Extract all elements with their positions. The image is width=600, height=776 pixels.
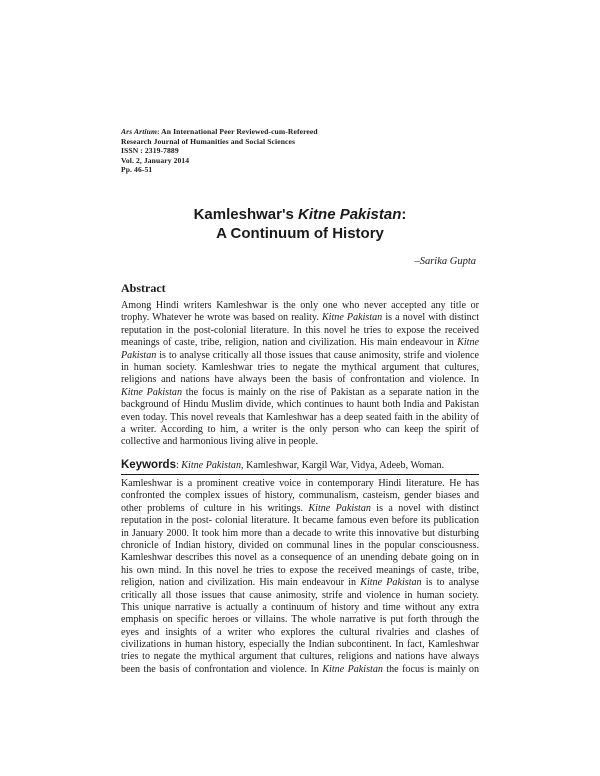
title-suffix: : xyxy=(401,206,407,223)
text-run: civilizations in human history, especially the Indian subcontinent. In fact, Kamleshwar xyxy=(121,639,479,651)
title-line-2: A Continuum of History xyxy=(216,225,384,242)
text-run: emphasis on specific heroes or villains. The whole narrative is put forth through the xyxy=(121,614,479,626)
text-run: the focus is mainly on xyxy=(382,663,480,675)
text-run: This unique narrative is actually a continuum of history and time without any extra xyxy=(121,601,479,613)
text-line xyxy=(121,478,479,490)
text-line xyxy=(121,399,479,411)
journal-volume: Vol. 2, January 2014 xyxy=(121,155,190,165)
journal-subtitle: : An International Peer Reviewed-cum-Refereed xyxy=(156,127,318,136)
italic-title-ref: Kitne Pakistan xyxy=(121,386,182,398)
text-run: is to analyse critically all those issues that cause animosity, strife and violence xyxy=(156,349,479,361)
text-run: in human society. Kamleshwar tries to negate the mythical argument that cultures, xyxy=(121,361,479,373)
text-run: reputation in the post- colonial literature. It became famous even before its publication xyxy=(121,515,479,527)
text-run: confronted the complex issues of history, communalism, casteism, gender biases and xyxy=(121,490,479,502)
journal-info xyxy=(121,127,318,175)
journal-description: Research Journal of Humanities and Social Sciences xyxy=(121,136,296,146)
text-line xyxy=(121,577,479,589)
text-run: meanings of caste, tribe, religion, nation and civilization. His main endeavour in xyxy=(121,337,458,349)
text-run: Kamleshwar is a prominent creative voice in contemporary Hindi literature. He has xyxy=(121,478,479,489)
text-line xyxy=(121,337,479,349)
text-run: other problems of culture in his writings. xyxy=(121,502,309,514)
text-line xyxy=(121,540,479,552)
text-run: reputation in the post-colonial literature. In this novel he tries to expose the received xyxy=(121,324,479,336)
text-run: is a novel with distinct xyxy=(370,502,479,514)
text-line xyxy=(121,436,479,448)
text-line xyxy=(121,350,479,362)
keyword-novel: Kitne Pakistan xyxy=(181,460,242,471)
text-run: collective and harmonious living alive in people. xyxy=(121,436,319,448)
journal-name-line xyxy=(121,127,318,137)
text-run: Kamleshwar describes this novel as a consequence of an unending debate going on in xyxy=(121,552,479,564)
text-run: his own mind. In this novel he tries to expose the received meanings of caste, tribe, xyxy=(121,564,479,576)
text-run: religions and nations have always been the basis of confrontation and violence. In xyxy=(121,374,479,386)
author-name: –Sarika Gupta xyxy=(414,256,476,267)
text-run: religion, nation and civilization. His main endeavour in xyxy=(121,577,361,589)
text-line xyxy=(121,590,479,602)
title-novel-name: Kitne Pakistan xyxy=(298,206,402,223)
text-line xyxy=(121,424,479,436)
abstract-paragraph xyxy=(121,300,479,449)
text-run: the focus is mainly on the rise of Pakistan as a separate nation in the xyxy=(182,386,479,398)
text-line xyxy=(121,300,479,312)
text-line xyxy=(121,362,479,374)
text-run: is to analyse xyxy=(421,577,479,589)
text-line xyxy=(121,325,479,337)
keywords-line xyxy=(121,459,479,471)
title-prefix: Kamleshwar's xyxy=(193,206,299,223)
text-line xyxy=(121,552,479,564)
text-run: trophy. Whatever he wrote was based on reality. xyxy=(121,312,322,324)
text-run: been the basis of confrontation and violence. In xyxy=(121,663,323,675)
text-line xyxy=(121,412,479,424)
text-run: critically all those issues that cause animosity, strife and violence in human society. xyxy=(121,589,479,601)
keywords-colon: : xyxy=(175,460,182,471)
text-line xyxy=(121,312,479,324)
italic-title-ref: Kitne xyxy=(457,337,479,349)
journal-pages: Pp. 46-51 xyxy=(121,165,153,175)
italic-title-ref: Kitne Pakistan xyxy=(321,312,383,324)
text-run: a writer. According to him, a writer is the only person who can keep the spirit of xyxy=(121,423,479,435)
journal-name: Ars Artium xyxy=(121,127,157,136)
text-line xyxy=(121,664,479,676)
italic-title-ref: Pakistan xyxy=(121,349,157,361)
text-run: is a novel with distinct xyxy=(382,312,479,324)
text-run: in January 2000. It took him more than a decade to write this innovative but disturbing xyxy=(121,527,479,539)
keywords-label: Keywords xyxy=(121,459,176,471)
paper-title xyxy=(0,205,600,243)
abstract-heading: Abstract xyxy=(121,281,166,295)
text-line xyxy=(121,602,479,614)
text-line xyxy=(121,614,479,626)
text-run: eyes and insights of a writer who explores the cultural rivalries and clashes of xyxy=(121,626,479,638)
text-line xyxy=(121,627,479,639)
text-line xyxy=(121,565,479,577)
text-line xyxy=(121,490,479,502)
text-line xyxy=(121,651,479,663)
text-line xyxy=(121,639,479,651)
body-paragraph xyxy=(121,478,479,676)
text-line xyxy=(121,515,479,527)
italic-title-ref: Kitne Pakistan xyxy=(360,577,422,589)
text-line xyxy=(121,528,479,540)
text-run: chronicle of Indian history, divided on communal lines in the popular consciousness. xyxy=(121,539,479,551)
keywords-rest: , Kamleshwar, Kargil War, Vidya, Adeeb, Woman. xyxy=(241,460,445,471)
italic-title-ref: Kitne Pakistan xyxy=(308,502,371,514)
italic-title-ref: Kitne Pakistan xyxy=(322,663,383,675)
text-line xyxy=(121,503,479,515)
text-run: Among Hindi writers Kamleshwar is the only one who never accepted any title or xyxy=(121,300,479,311)
keywords-divider xyxy=(121,474,479,475)
text-line xyxy=(121,387,479,399)
title-line-1 xyxy=(0,205,600,224)
journal-issn: ISSN : 2319-7889 xyxy=(121,146,179,156)
text-run: background of Hindu Muslim divide, which continues to haunt both India and Pakistan xyxy=(121,399,479,411)
text-line xyxy=(121,374,479,386)
text-run: even today. This novel reveals that Kamleshwar has a deep seated faith in the ability of xyxy=(121,411,479,423)
text-run: tries to negate the mythical argument that cultures, religions and nations have always xyxy=(121,651,479,663)
